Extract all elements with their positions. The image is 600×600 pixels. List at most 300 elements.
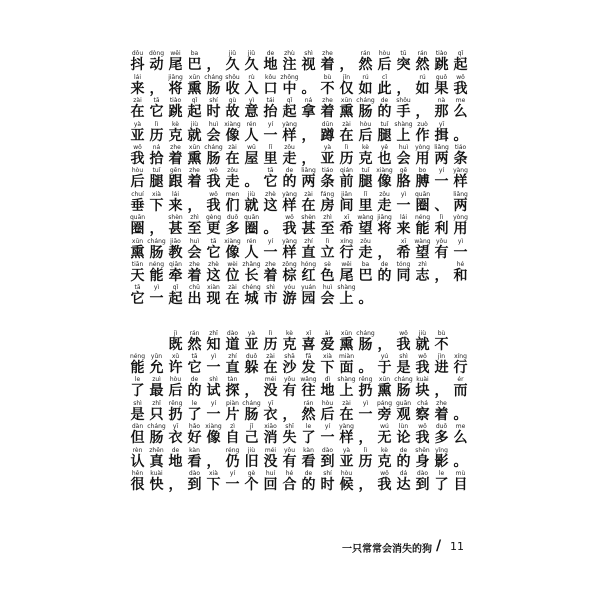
char-cell [413, 470, 432, 493]
pinyin-annotation: cháng [204, 143, 223, 151]
pinyin-annotation: dào [226, 329, 239, 337]
hanzi-character: 我 [453, 80, 468, 97]
hanzi-character: 立 [320, 244, 335, 261]
char-cell [451, 238, 470, 261]
text-line [128, 73, 468, 97]
pinyin-annotation: gēn [169, 167, 182, 175]
pinyin-annotation: de [380, 97, 389, 105]
pinyin-annotation: yuán [301, 284, 316, 292]
pinyin-annotation: yí [267, 120, 274, 128]
char-cell [166, 423, 185, 446]
hanzi-character: 历 [358, 453, 373, 470]
hanzi-character: 两 [434, 150, 449, 167]
hanzi-character: 在 [130, 104, 145, 121]
hanzi-character: 圈 [415, 197, 430, 214]
hanzi-character: 片 [225, 406, 240, 423]
pinyin-annotation: xià [152, 190, 161, 198]
hanzi-character: 肠 [206, 150, 221, 167]
char-cell [223, 330, 242, 353]
char-cell [299, 447, 318, 470]
pinyin-annotation: yà [323, 143, 332, 151]
hanzi-character: 一 [453, 244, 468, 261]
char-cell [299, 97, 318, 120]
hanzi-character: 收 [225, 80, 240, 97]
pinyin-annotation: xiāo [264, 423, 277, 431]
pinyin-annotation: shí [209, 97, 218, 105]
hanzi-character: 作 [415, 127, 430, 144]
hanzi-character: 肠 [358, 104, 373, 121]
pinyin-annotation: wū [247, 143, 256, 151]
hanzi-character: 了 [301, 430, 316, 447]
pinyin-annotation: nà [437, 97, 446, 105]
hanzi-character: 而 [453, 383, 468, 400]
pinyin-annotation: dǒu [131, 50, 144, 58]
char-cell [242, 191, 261, 214]
char-cell [337, 167, 356, 190]
pinyin-annotation: shǒu [396, 97, 411, 105]
hanzi-character: 的 [282, 174, 297, 191]
hanzi-character: 后 [168, 383, 183, 400]
char-cell [318, 284, 337, 307]
char-cell [394, 121, 413, 144]
pinyin-annotation: ba [361, 260, 370, 268]
pinyin-annotation: jiān [341, 190, 352, 198]
hanzi-character: 样 [339, 430, 354, 447]
hanzi-character: 里 [263, 150, 278, 167]
pinyin-annotation: ná [152, 143, 161, 151]
char-cell [356, 74, 375, 97]
char-cell [147, 191, 166, 214]
hanzi-character: 自 [225, 430, 240, 447]
char-cell [242, 121, 261, 144]
hanzi-character: 上 [396, 127, 411, 144]
pinyin-annotation: tiáo [321, 167, 334, 175]
hanzi-character: 样 [282, 127, 297, 144]
char-cell [432, 144, 451, 167]
pinyin-annotation: yǒu [283, 376, 296, 384]
char-cell [204, 214, 223, 237]
hanzi-character: 躲 [244, 360, 259, 377]
hanzi-character: ， [149, 80, 164, 97]
text-line [128, 237, 468, 261]
hanzi-character: ， [206, 57, 221, 74]
pinyin-annotation: yòng [415, 143, 430, 151]
pinyin-annotation: shèn [168, 214, 183, 222]
hanzi-character: 下 [206, 477, 221, 494]
char-cell [204, 121, 223, 144]
hanzi-character: 天 [130, 267, 145, 284]
pinyin-annotation: lǐ [268, 143, 273, 151]
char-cell [394, 144, 413, 167]
hanzi-character: 教 [168, 244, 183, 261]
hanzi-character: 克 [282, 336, 297, 353]
char-cell [280, 97, 299, 120]
hanzi-character: 腿 [358, 174, 373, 191]
pinyin-annotation: huì [322, 284, 333, 292]
hanzi-character: 达 [396, 477, 411, 494]
char-cell [147, 470, 166, 493]
page-number: 11 [450, 540, 464, 553]
hanzi-character: 走 [358, 244, 373, 261]
pinyin-annotation: zài [304, 190, 313, 198]
hanzi-character: 跳 [434, 57, 449, 74]
pinyin-annotation: yí [324, 423, 331, 431]
char-cell [375, 400, 394, 423]
hanzi-character: 利 [434, 221, 449, 238]
hanzi-character: 将 [168, 80, 183, 97]
hanzi-character: 后 [358, 127, 373, 144]
pinyin-annotation: jiù [247, 190, 256, 198]
hanzi-character: 地 [263, 57, 278, 74]
char-cell [223, 376, 242, 399]
char-cell [166, 167, 185, 190]
hanzi-character: 入 [244, 80, 259, 97]
hanzi-character: 在 [301, 197, 316, 214]
char-cell [299, 470, 318, 493]
pinyin-annotation: de [399, 446, 408, 454]
hanzi-character: 巴 [187, 57, 202, 74]
hanzi-character: 一 [263, 244, 278, 261]
pinyin-annotation: zuì [152, 376, 161, 384]
char-cell [451, 353, 470, 376]
hanzi-character: 腿 [149, 174, 164, 191]
hanzi-character: 。 [358, 291, 373, 308]
char-cell [223, 353, 242, 376]
char-cell [185, 50, 204, 73]
pinyin-annotation: shí [323, 470, 332, 478]
pinyin-annotation: xíng [340, 237, 353, 245]
pinyin-annotation: shēn [415, 446, 430, 454]
hanzi-character: 是 [130, 406, 145, 423]
pinyin-annotation: yóu [283, 284, 296, 292]
char-cell [413, 238, 432, 261]
hanzi-character: 个 [244, 477, 259, 494]
char-cell [394, 353, 413, 376]
pinyin-annotation: wàng [414, 237, 431, 245]
char-cell [166, 238, 185, 261]
char-cell [318, 191, 337, 214]
pinyin-annotation: yà [247, 329, 256, 337]
char-cell [356, 376, 375, 399]
pinyin-annotation: zhe [170, 143, 181, 151]
hanzi-character: 地 [168, 453, 183, 470]
char-cell [166, 376, 185, 399]
pinyin-annotation: liǎng [453, 190, 468, 198]
hanzi-character: 能 [130, 360, 145, 377]
hanzi-character: 在 [225, 150, 240, 167]
pinyin-annotation: qǐ [172, 284, 179, 292]
pinyin-annotation: zhè [208, 260, 219, 268]
pinyin-annotation: qǐ [286, 97, 293, 105]
char-cell [204, 353, 223, 376]
pinyin-annotation: ér [457, 376, 464, 384]
char-cell [261, 191, 280, 214]
pinyin-annotation: hóng [300, 260, 317, 268]
char-cell [280, 50, 299, 73]
hanzi-character: 肠 [358, 336, 373, 353]
hanzi-character: 地 [320, 383, 335, 400]
pinyin-annotation: piàn [226, 399, 239, 407]
pinyin-annotation: yàng [282, 190, 297, 198]
hanzi-character: 望 [415, 244, 430, 261]
pinyin-annotation: dào [416, 470, 429, 478]
hanzi-character: 我 [206, 174, 221, 191]
pinyin-annotation: tā [210, 237, 217, 245]
pinyin-annotation: wěi [341, 260, 352, 268]
hanzi-character: 的 [187, 383, 202, 400]
pinyin-annotation: liǎng [434, 143, 449, 151]
char-cell [147, 50, 166, 73]
char-cell [261, 400, 280, 423]
char-cell [147, 447, 166, 470]
hanzi-character: 熏 [187, 150, 202, 167]
char-cell [432, 330, 451, 353]
pinyin-annotation: lì [154, 120, 159, 128]
hanzi-character: 市 [263, 291, 278, 308]
hanzi-character: 无 [377, 430, 392, 447]
hanzi-character: 志 [415, 267, 430, 284]
hanzi-character: 走 [282, 150, 297, 167]
pinyin-annotation: tóng [396, 260, 411, 268]
char-cell [318, 50, 337, 73]
hanzi-character: 一 [225, 477, 240, 494]
pinyin-annotation: dá [399, 470, 408, 478]
char-cell [413, 214, 432, 237]
char-cell [280, 470, 299, 493]
char-cell [166, 121, 185, 144]
pinyin-annotation: shì [133, 399, 142, 407]
pinyin-annotation: rèn [132, 446, 143, 454]
char-cell [223, 167, 242, 190]
hanzi-character: 然 [415, 57, 430, 74]
pinyin-annotation: zǒu [379, 190, 390, 198]
hanzi-character: 旧 [244, 453, 259, 470]
char-cell [451, 97, 470, 120]
pinyin-annotation: hòu [131, 167, 144, 175]
hanzi-character: 视 [301, 57, 316, 74]
hanzi-character: 样 [282, 197, 297, 214]
char-cell [204, 238, 223, 261]
pinyin-annotation: ài [324, 329, 331, 337]
char-cell [223, 238, 242, 261]
char-cell [261, 167, 280, 190]
char-cell [280, 447, 299, 470]
hanzi-character: ， [339, 57, 354, 74]
char-cell [337, 214, 356, 237]
text-line [128, 353, 468, 377]
pinyin-annotation: xūn [340, 329, 353, 337]
pinyin-annotation: de [285, 167, 294, 175]
pinyin-annotation: yǒu [435, 237, 448, 245]
hanzi-character: 一 [206, 360, 221, 377]
text-line [128, 190, 468, 214]
pinyin-annotation: lì [325, 237, 330, 245]
hanzi-character: 后 [130, 174, 145, 191]
char-cell [394, 214, 413, 237]
char-cell [337, 376, 356, 399]
hanzi-character: 多 [225, 221, 240, 238]
pinyin-annotation: zhe [436, 399, 447, 407]
char-cell [280, 74, 299, 97]
char-cell [451, 376, 470, 399]
pinyin-annotation: zhì [190, 214, 199, 222]
char-cell [204, 191, 223, 214]
hanzi-character: 间 [339, 197, 354, 214]
char-cell [432, 470, 451, 493]
pinyin-annotation: quān [129, 214, 146, 222]
char-cell [261, 74, 280, 97]
char-cell [337, 121, 356, 144]
pinyin-annotation: lái [133, 73, 141, 81]
pinyin-annotation: xūn [131, 237, 144, 245]
hanzi-character: 两 [453, 197, 468, 214]
pinyin-annotation: kè [286, 329, 293, 337]
char-cell [185, 353, 204, 376]
hanzi-character: 熏 [187, 80, 202, 97]
hanzi-character: 来 [168, 197, 183, 214]
footer-separator: / [436, 538, 442, 554]
char-cell [242, 144, 261, 167]
hanzi-character: 好 [187, 430, 202, 447]
char-cell [318, 238, 337, 261]
char-cell [375, 50, 394, 73]
pinyin-annotation: jiù [418, 329, 427, 337]
hanzi-character: 有 [282, 453, 297, 470]
pinyin-annotation: lì [439, 214, 444, 222]
hanzi-character: 至 [320, 221, 335, 238]
text-line [128, 143, 468, 167]
hanzi-character: 突 [396, 57, 411, 74]
text-line [128, 446, 468, 470]
char-cell [147, 121, 166, 144]
hanzi-character: 人 [244, 127, 259, 144]
pinyin-annotation: yǐng [435, 446, 448, 454]
pinyin-annotation: de [304, 470, 313, 478]
pinyin-annotation: shàng [337, 376, 356, 384]
pinyin-annotation: tā [153, 97, 160, 105]
char-cell [451, 447, 470, 470]
char-cell [242, 447, 261, 470]
pinyin-annotation: le [191, 399, 198, 407]
char-cell [147, 400, 166, 423]
pinyin-annotation: tū [400, 50, 407, 58]
char-cell [394, 50, 413, 73]
hanzi-character: 克 [168, 127, 183, 144]
text-line [128, 470, 468, 494]
hanzi-character: 一 [206, 406, 221, 423]
char-cell [166, 74, 185, 97]
char-cell [356, 121, 375, 144]
hanzi-character: 着 [263, 267, 278, 284]
pinyin-annotation: le [438, 470, 445, 478]
char-cell [204, 330, 223, 353]
char-cell [318, 470, 337, 493]
hanzi-character: 了 [187, 406, 202, 423]
hanzi-character: 不 [320, 80, 335, 97]
hanzi-character: 用 [453, 221, 468, 238]
pinyin-annotation: wàng [357, 214, 374, 222]
char-cell [356, 144, 375, 167]
hanzi-character: ， [415, 104, 430, 121]
pinyin-annotation: fā [305, 353, 312, 361]
hanzi-character: 城 [244, 291, 259, 308]
hanzi-character: 同 [396, 267, 411, 284]
hanzi-character: 后 [377, 57, 392, 74]
hanzi-character: 、 [434, 197, 449, 214]
hanzi-character: 园 [301, 291, 316, 308]
hanzi-character: 真 [149, 453, 164, 470]
hanzi-character: 能 [415, 221, 430, 238]
hanzi-character: 就 [187, 127, 202, 144]
char-cell [185, 376, 204, 399]
char-cell [394, 74, 413, 97]
hanzi-character: 里 [358, 197, 373, 214]
pinyin-annotation: tā [134, 284, 141, 292]
hanzi-character: ， [244, 383, 259, 400]
pinyin-annotation: guān [395, 399, 412, 407]
char-cell [394, 423, 413, 446]
char-cell [185, 400, 204, 423]
hanzi-character: 故 [225, 104, 240, 121]
char-cell [432, 214, 451, 237]
pinyin-annotation: ná [304, 97, 313, 105]
pinyin-annotation: shì [209, 376, 218, 384]
char-cell [166, 214, 185, 237]
hanzi-character: 望 [358, 221, 373, 238]
hanzi-character: 蹲 [320, 127, 335, 144]
pinyin-annotation: yī [172, 423, 179, 431]
hanzi-character: 久 [225, 57, 240, 74]
pinyin-annotation: huì [208, 120, 219, 128]
hanzi-character: 条 [320, 174, 335, 191]
hanzi-character: 起 [168, 291, 183, 308]
pinyin-annotation: qián [340, 167, 353, 175]
char-cell [147, 167, 166, 190]
pinyin-annotation: de [380, 260, 389, 268]
char-cell [394, 447, 413, 470]
char-cell [318, 74, 337, 97]
pinyin-annotation: rú [362, 73, 369, 81]
char-cell [185, 238, 204, 261]
hanzi-character: 允 [149, 360, 164, 377]
hanzi-character: 亚 [339, 453, 354, 470]
hanzi-character: 我 [130, 150, 145, 167]
char-cell [223, 97, 242, 120]
char-cell [299, 121, 318, 144]
char-cell [375, 214, 394, 237]
pinyin-annotation: yì [248, 97, 255, 105]
text-line [128, 260, 468, 284]
hanzi-character: 的 [377, 267, 392, 284]
char-cell [451, 191, 470, 214]
char-cell [147, 238, 166, 261]
pinyin-annotation: jiāo [170, 237, 181, 245]
char-cell [413, 261, 432, 284]
pinyin-annotation: tiān [131, 260, 144, 268]
pinyin-annotation: zhī [209, 329, 218, 337]
pinyin-annotation: ba [190, 50, 199, 58]
hanzi-character: 旁 [377, 406, 392, 423]
char-cell [223, 191, 242, 214]
hanzi-character: 一 [396, 197, 411, 214]
pinyin-annotation: xī [343, 214, 350, 222]
hanzi-character: 衣 [168, 430, 183, 447]
char-cell [413, 400, 432, 423]
char-cell [204, 261, 223, 284]
pinyin-annotation: bù [437, 329, 446, 337]
char-cell [413, 423, 432, 446]
char-cell [128, 470, 147, 493]
